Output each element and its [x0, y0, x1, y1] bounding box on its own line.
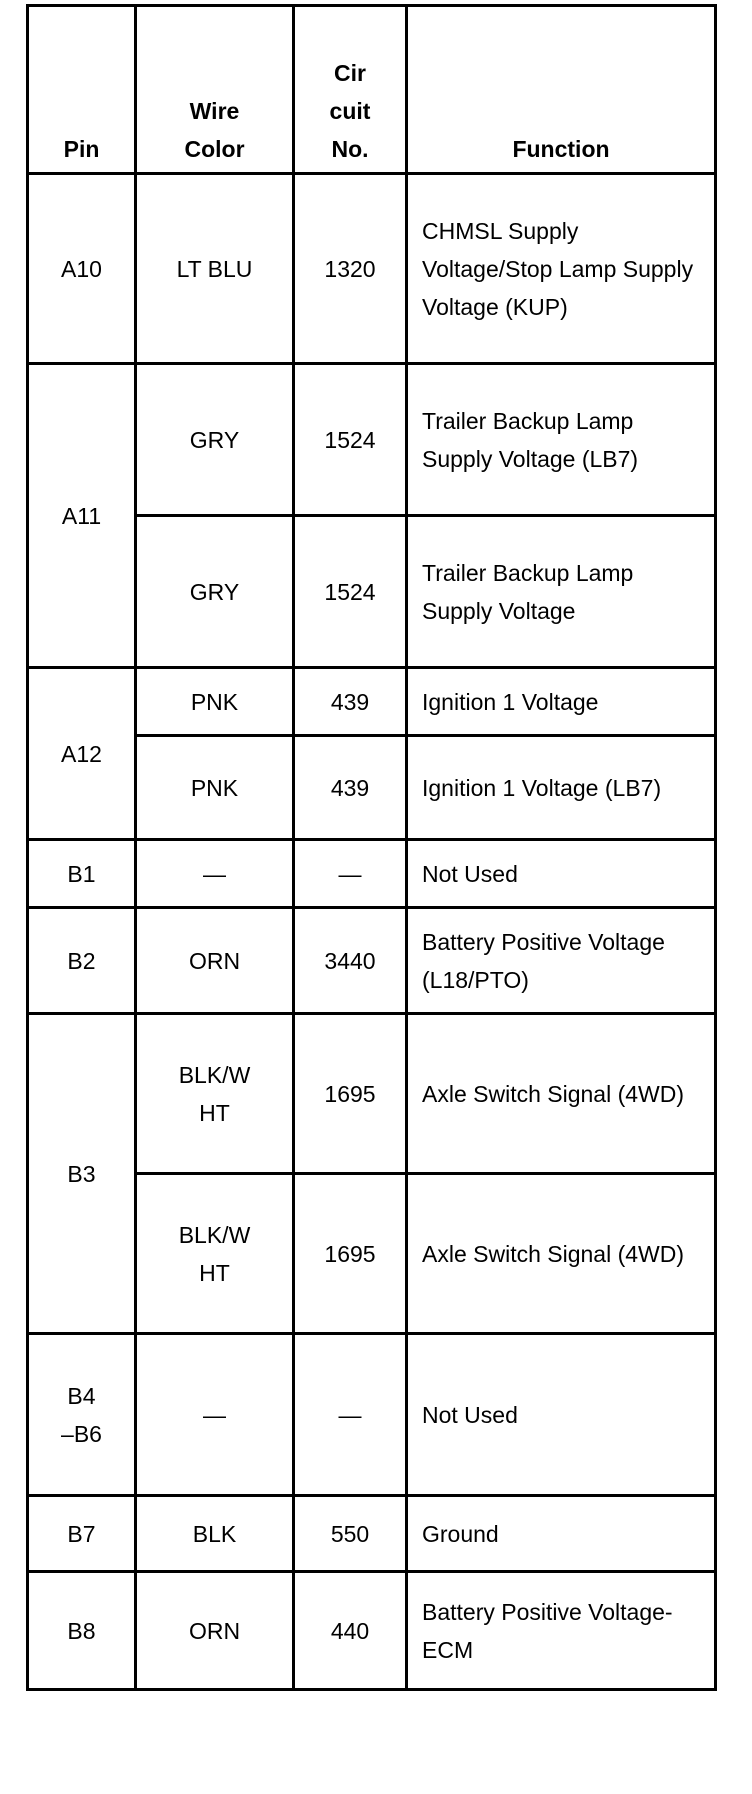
circuit-cell: 439: [294, 668, 407, 736]
circuit-cell: 439: [294, 736, 407, 840]
wire-color-cell: ORN: [136, 1572, 294, 1690]
function-cell: Axle Switch Signal (4WD): [407, 1014, 716, 1174]
table-row: [28, 1496, 716, 1572]
table-row: [28, 1014, 716, 1174]
function-cell: Axle Switch Signal (4WD): [407, 1174, 716, 1334]
table-row: [28, 1572, 716, 1690]
table-row: [28, 840, 716, 908]
wire-color-cell: PNK: [136, 736, 294, 840]
table-row: [28, 364, 716, 516]
function-cell: Battery Positive Voltage-ECM: [407, 1572, 716, 1690]
function-cell: CHMSL Supply Voltage/Stop Lamp Supply Voltage (KUP): [407, 174, 716, 364]
pin-cell: B7: [28, 1496, 136, 1572]
pin-cell: B1: [28, 840, 136, 908]
pin-cell: A10: [28, 174, 136, 364]
function-cell: Ground: [407, 1496, 716, 1572]
wire-color-cell: —: [136, 840, 294, 908]
function-cell: Not Used: [407, 1334, 716, 1496]
pin-cell: B8: [28, 1572, 136, 1690]
header-function: Function: [407, 6, 716, 174]
pin-cell: B4 –B6: [28, 1334, 136, 1496]
wire-color-cell: GRY: [136, 516, 294, 668]
pin-cell: A12: [28, 668, 136, 840]
function-cell: Not Used: [407, 840, 716, 908]
circuit-cell: 550: [294, 1496, 407, 1572]
table-row: [28, 908, 716, 1014]
function-cell: Battery Positive Voltage (L18/PTO): [407, 908, 716, 1014]
header-circuit-no: Cir cuit No.: [294, 6, 407, 174]
connector-pinout-sheet: [26, 4, 717, 1691]
circuit-cell: 1695: [294, 1174, 407, 1334]
function-cell: Ignition 1 Voltage: [407, 668, 716, 736]
table-row: [28, 668, 716, 736]
circuit-cell: —: [294, 1334, 407, 1496]
wire-color-cell: BLK/W HT: [136, 1014, 294, 1174]
wire-color-cell: LT BLU: [136, 174, 294, 364]
pin-cell: B3: [28, 1014, 136, 1334]
wire-color-cell: BLK/W HT: [136, 1174, 294, 1334]
function-cell: Trailer Backup Lamp Supply Voltage: [407, 516, 716, 668]
function-cell: Ignition 1 Voltage (LB7): [407, 736, 716, 840]
circuit-cell: 1695: [294, 1014, 407, 1174]
circuit-cell: 1524: [294, 364, 407, 516]
table-row: [28, 174, 716, 364]
wire-color-cell: GRY: [136, 364, 294, 516]
circuit-cell: 440: [294, 1572, 407, 1690]
header-wire-color: Wire Color: [136, 6, 294, 174]
function-cell: Trailer Backup Lamp Supply Voltage (LB7): [407, 364, 716, 516]
header-row: [28, 6, 716, 174]
circuit-cell: 1524: [294, 516, 407, 668]
header-pin: Pin: [28, 6, 136, 174]
circuit-cell: 1320: [294, 174, 407, 364]
wire-color-cell: —: [136, 1334, 294, 1496]
pin-cell: B2: [28, 908, 136, 1014]
circuit-cell: —: [294, 840, 407, 908]
pin-cell: A11: [28, 364, 136, 668]
pinout-table: [26, 4, 717, 1691]
wire-color-cell: ORN: [136, 908, 294, 1014]
wire-color-cell: PNK: [136, 668, 294, 736]
table-row: [28, 1334, 716, 1496]
circuit-cell: 3440: [294, 908, 407, 1014]
wire-color-cell: BLK: [136, 1496, 294, 1572]
